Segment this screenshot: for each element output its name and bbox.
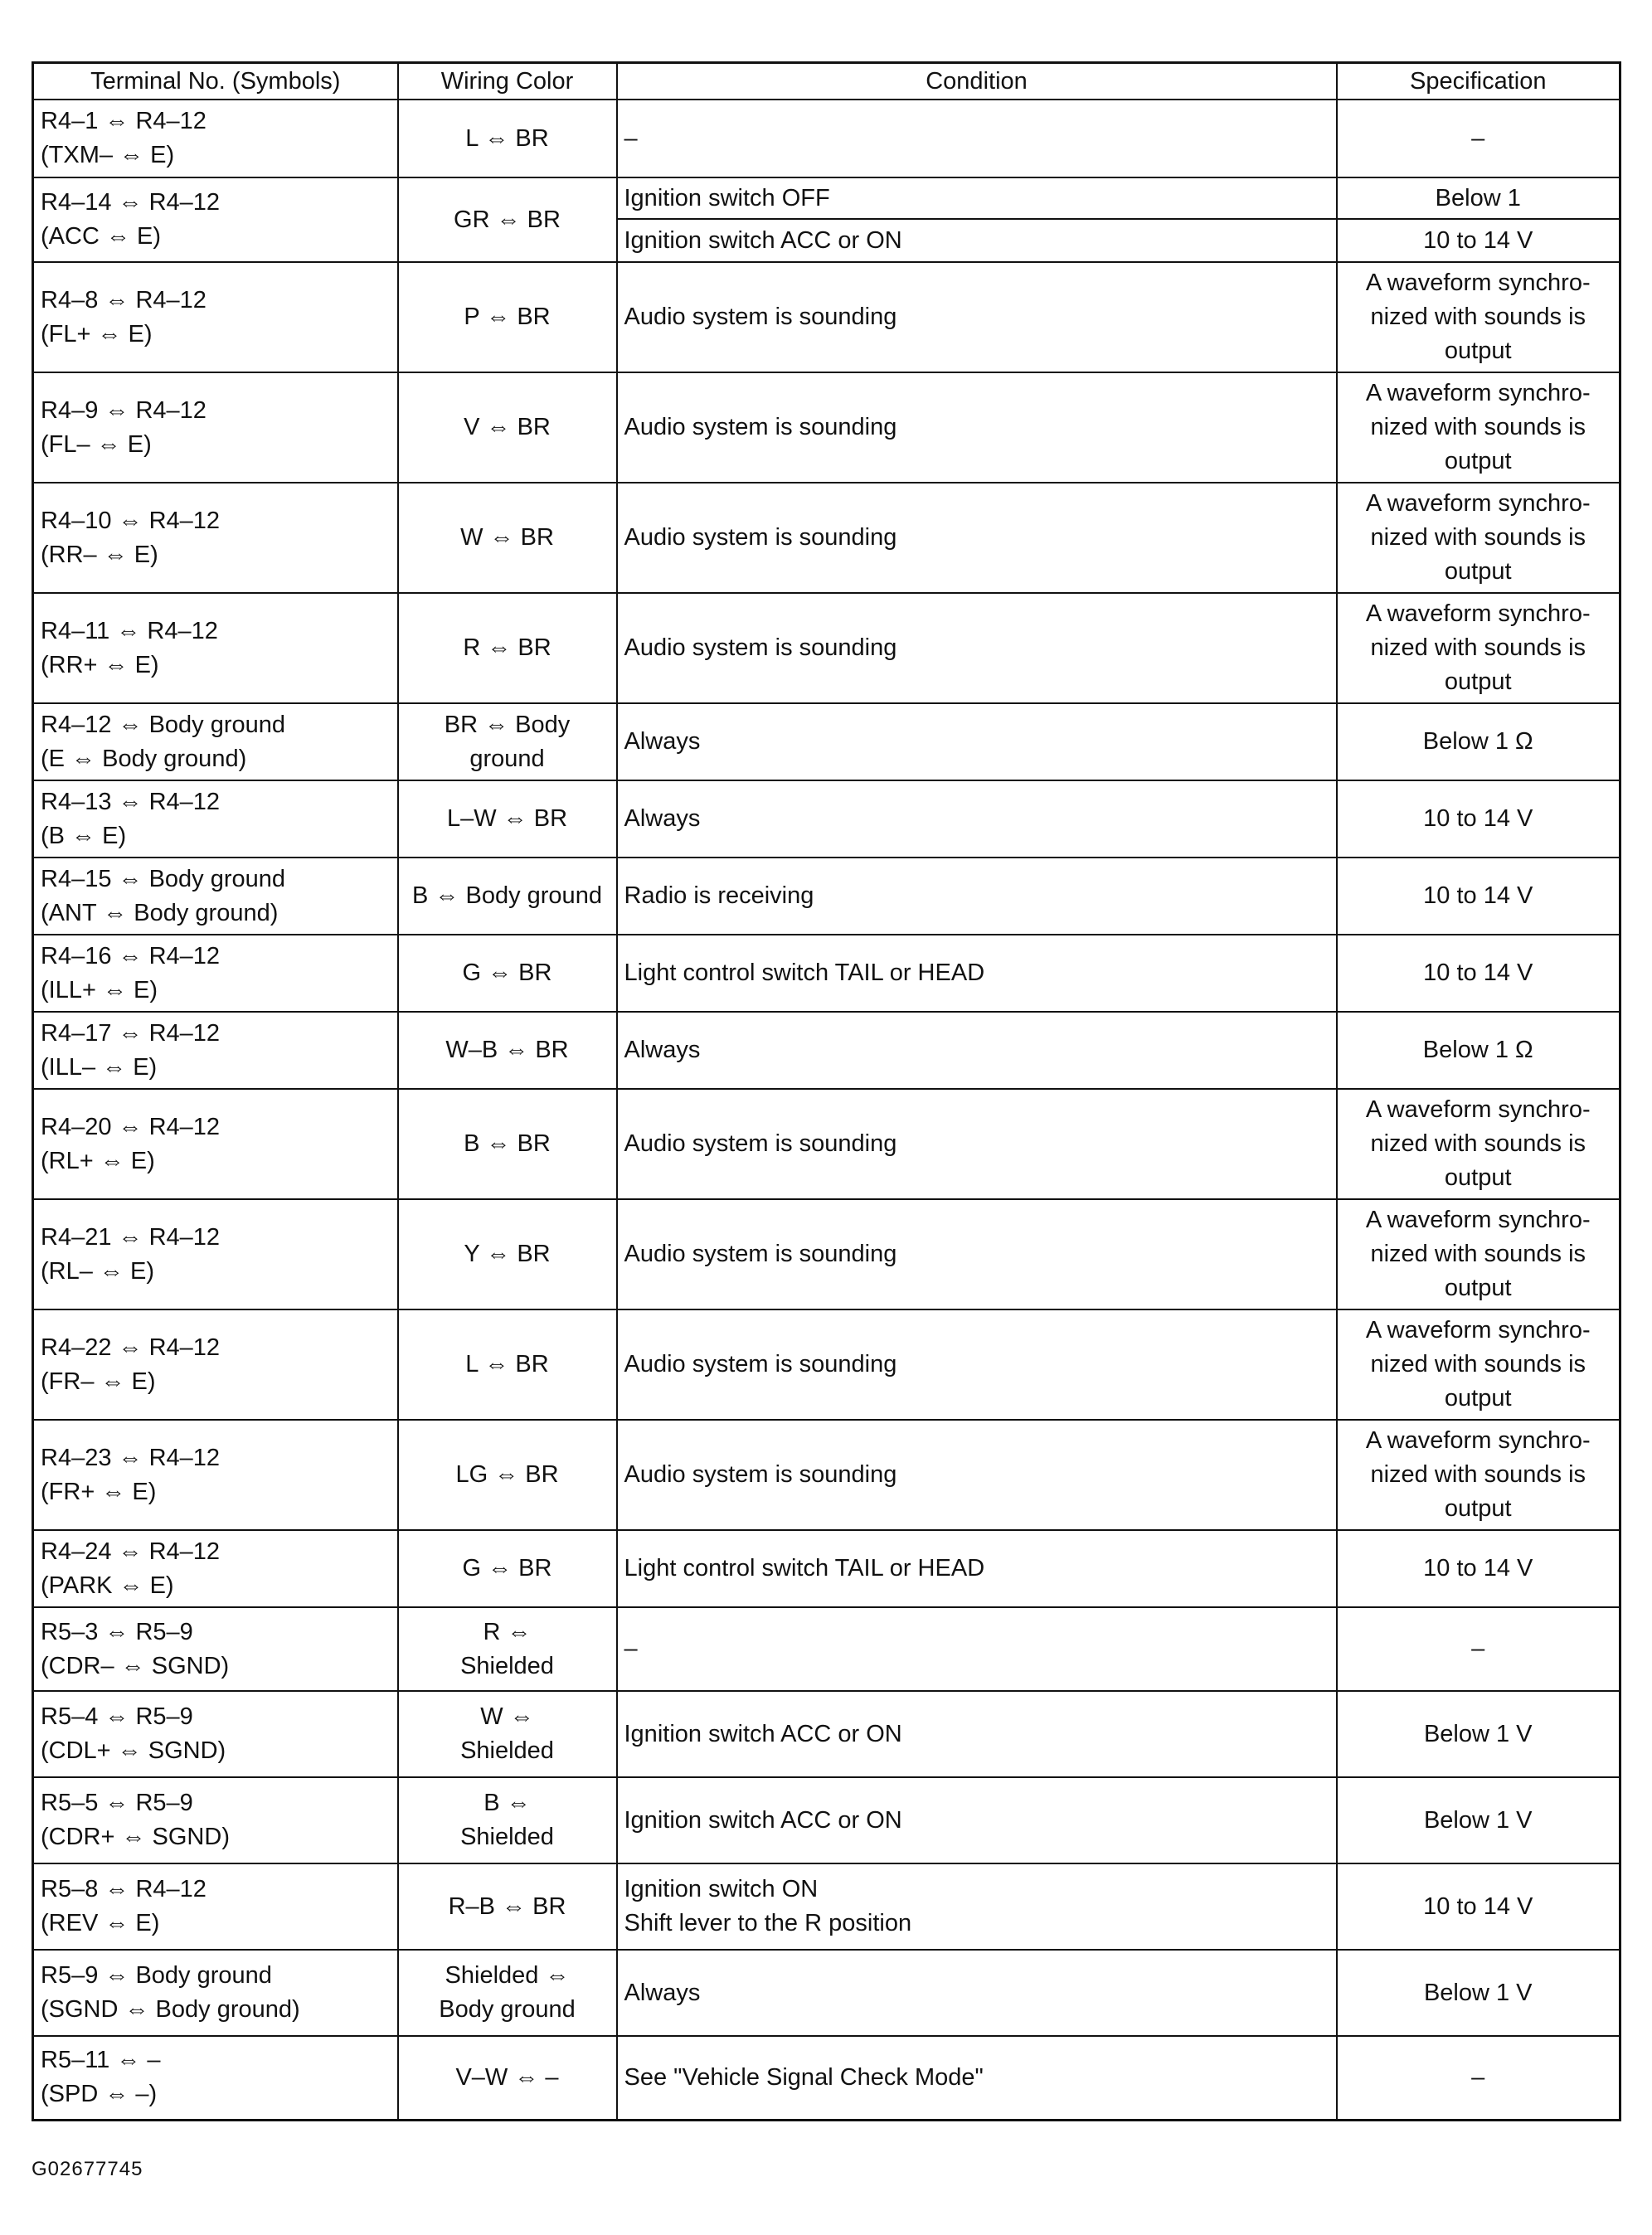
terminal-cell [33, 177, 398, 262]
condition-cell [617, 262, 1337, 372]
wiring-color-text: R–B ⇔ BR [448, 1892, 566, 1920]
wiring-color-text: GR ⇔ BR [454, 206, 561, 233]
specification-cell [1337, 780, 1620, 858]
wiring-color-cell [398, 1530, 617, 1607]
terminal-pair: R4–20 ⇔ R4–12 [41, 1113, 221, 1140]
table-row [33, 1863, 1620, 1950]
specification-cell [1337, 935, 1620, 1012]
condition-cell [617, 1309, 1337, 1420]
terminal-cell [33, 1089, 398, 1199]
condition-cell [617, 372, 1337, 483]
terminal-symbols: (CDR– ⇔ SGND) [41, 1652, 230, 1679]
wiring-color-cell [398, 935, 617, 1012]
table-row [33, 1530, 1620, 1607]
wiring-color-text: ground [469, 745, 545, 772]
wiring-color-text: R ⇔ BR [463, 634, 551, 661]
specification-cell [1337, 1089, 1620, 1199]
wiring-color-cell [398, 1309, 617, 1420]
specification-text: output [1444, 1495, 1512, 1522]
condition-text: Ignition switch ACC or ON [624, 1806, 902, 1834]
table-header-row [33, 63, 1620, 100]
specification-text: Below 1 V [1423, 1806, 1533, 1834]
table-row [33, 1012, 1620, 1089]
specification-cell [1337, 100, 1620, 177]
table-row [33, 1309, 1620, 1420]
specification-text: output [1444, 1385, 1512, 1411]
specification-text: 10 to 14 V [1423, 226, 1533, 254]
specification-text: A waveform synchro- [1365, 270, 1591, 296]
table-row [33, 1199, 1620, 1309]
terminal-pair: R4–1 ⇔ R4–12 [41, 108, 206, 134]
wiring-color-text: R ⇔ [483, 1618, 532, 1645]
specification-text: A waveform synchro- [1365, 600, 1591, 627]
header-wiring-color: Wiring Color [398, 63, 617, 100]
terminal-cell [33, 858, 398, 935]
wiring-color-text: V–W ⇔ – [455, 2063, 559, 2091]
terminal-cell [33, 1420, 398, 1530]
specification-text: nized with sounds is [1370, 1241, 1586, 1267]
wiring-color-cell [398, 1691, 617, 1777]
terminal-symbols: (FR+ ⇔ E) [41, 1478, 157, 1505]
terminal-pair: R4–21 ⇔ R4–12 [41, 1223, 221, 1251]
terminal-symbols: (ILL+ ⇔ E) [41, 976, 158, 1003]
table-row [33, 1420, 1620, 1530]
table-row [33, 1607, 1620, 1691]
header-condition: Condition [617, 63, 1337, 100]
terminal-pair: R4–15 ⇔ Body ground [41, 865, 286, 892]
table-row [33, 1950, 1620, 2036]
wiring-color-text: B ⇔ [483, 1790, 531, 1816]
table-row [33, 935, 1620, 1012]
specification-text: nized with sounds is [1370, 634, 1586, 661]
condition-text: Ignition switch ACC or ON [624, 1720, 902, 1747]
terminal-cell [33, 483, 398, 593]
condition-cell [617, 1530, 1337, 1607]
terminal-pair: R4–11 ⇔ R4–12 [41, 617, 218, 644]
specification-text: output [1444, 338, 1512, 364]
table-row [33, 262, 1620, 372]
wiring-color-cell [398, 1863, 617, 1950]
terminal-pair: R5–5 ⇔ R5–9 [41, 1790, 193, 1816]
wiring-color-text: W ⇔ [480, 1703, 534, 1730]
condition-text: – [624, 124, 638, 152]
specification-cell [1337, 593, 1620, 703]
wiring-color-cell [398, 1777, 617, 1863]
header-terminal: Terminal No. (Symbols) [33, 63, 398, 100]
condition-text: Ignition switch ON [624, 1876, 819, 1902]
specification-text: – [1471, 1635, 1485, 1662]
specification-text: 10 to 14 V [1423, 882, 1533, 909]
condition-cell [617, 593, 1337, 703]
wiring-color-cell [398, 780, 617, 858]
terminal-cell [33, 935, 398, 1012]
wiring-color-cell [398, 858, 617, 935]
terminal-cell [33, 1309, 398, 1420]
wiring-color-cell [398, 483, 617, 593]
terminal-symbols: (E ⇔ Body ground) [41, 745, 247, 772]
wiring-color-text: Body ground [439, 1996, 576, 2023]
wiring-color-cell [398, 262, 617, 372]
condition-text: Always [624, 805, 701, 832]
terminal-pair: R4–10 ⇔ R4–12 [41, 507, 221, 534]
terminal-symbols: (ILL– ⇔ E) [41, 1053, 158, 1081]
specification-cell [1337, 262, 1620, 372]
condition-cell [617, 100, 1337, 177]
terminal-symbols: (RL+ ⇔ E) [41, 1147, 155, 1174]
terminal-pair: R4–23 ⇔ R4–12 [41, 1444, 221, 1471]
table-row [33, 1777, 1620, 1863]
wiring-color-text: Shielded ⇔ [445, 1962, 570, 1989]
terminal-cell [33, 703, 398, 780]
wiring-color-text: B ⇔ Body ground [412, 882, 602, 909]
wiring-color-text: BR ⇔ Body [444, 711, 571, 738]
specification-cell [1337, 1530, 1620, 1607]
specification-text: nized with sounds is [1370, 524, 1586, 551]
terminal-symbols: (FL– ⇔ E) [41, 430, 152, 458]
terminal-cell [33, 262, 398, 372]
terminal-pair: R4–22 ⇔ R4–12 [41, 1334, 221, 1361]
specification-cell [1337, 1691, 1620, 1777]
wiring-color-cell [398, 372, 617, 483]
wiring-color-cell [398, 1420, 617, 1530]
condition-text: Audio system is sounding [624, 304, 897, 330]
specification-cell [1337, 1950, 1620, 2036]
terminal-spec-table [32, 61, 1621, 2121]
specification-cell [1337, 1012, 1620, 1089]
wiring-color-cell [398, 593, 617, 703]
condition-text: See "Vehicle Signal Check Mode" [624, 2063, 984, 2091]
specification-text: A waveform synchro- [1365, 1207, 1591, 1233]
wiring-color-text: Y ⇔ BR [464, 1241, 551, 1267]
specification-cell [1337, 1199, 1620, 1309]
condition-cell [617, 1777, 1337, 1863]
terminal-cell [33, 1777, 398, 1863]
wiring-color-cell [398, 1089, 617, 1199]
specification-text: output [1444, 558, 1512, 585]
condition-cell [617, 935, 1337, 1012]
specification-text: nized with sounds is [1370, 1351, 1586, 1377]
specification-text: A waveform synchro- [1365, 380, 1591, 406]
specification-text: Below 1 Ω [1422, 1037, 1533, 1063]
table-row [33, 1691, 1620, 1777]
wiring-color-cell [398, 2036, 617, 2120]
wiring-color-text: LG ⇔ BR [455, 1461, 559, 1488]
wiring-color-text: G ⇔ BR [462, 960, 552, 986]
condition-cell [617, 1420, 1337, 1530]
condition-cell [617, 1691, 1337, 1777]
terminal-cell [33, 372, 398, 483]
condition-text: Ignition switch OFF [624, 184, 830, 211]
condition-cell [617, 1199, 1337, 1309]
wiring-color-cell [398, 1199, 617, 1309]
specification-text: 10 to 14 V [1423, 960, 1533, 986]
terminal-pair: R4–9 ⇔ R4–12 [41, 396, 206, 424]
terminal-pair: R4–24 ⇔ R4–12 [41, 1538, 221, 1565]
wiring-color-text: W ⇔ BR [460, 524, 554, 551]
specification-cell [1337, 1777, 1620, 1863]
condition-text: Light control switch TAIL or HEAD [624, 960, 985, 986]
wiring-color-cell [398, 1012, 617, 1089]
condition-text: Audio system is sounding [624, 1351, 897, 1377]
specification-cell [1337, 1420, 1620, 1530]
specification-cell [1337, 858, 1620, 935]
condition-cell [617, 1012, 1337, 1089]
terminal-spec-sheet [32, 61, 1619, 2121]
terminal-pair: R5–3 ⇔ R5–9 [41, 1618, 193, 1645]
terminal-cell [33, 593, 398, 703]
wiring-color-text: L ⇔ BR [465, 1351, 549, 1377]
table-row [33, 483, 1620, 593]
terminal-cell [33, 1950, 398, 2036]
terminal-pair: R4–16 ⇔ R4–12 [41, 942, 221, 969]
specification-cell [1337, 1863, 1620, 1950]
terminal-symbols: (RR+ ⇔ E) [41, 651, 159, 678]
terminal-symbols: (REV ⇔ E) [41, 1910, 160, 1936]
specification-cell [1337, 372, 1620, 483]
terminal-symbols: (FL+ ⇔ E) [41, 320, 153, 347]
terminal-symbols: (RL– ⇔ E) [41, 1257, 154, 1285]
specification-text: Below 1 Ω [1422, 728, 1533, 755]
condition-cell [617, 2036, 1337, 2120]
specification-text: nized with sounds is [1370, 414, 1586, 440]
terminal-symbols: (RR– ⇔ E) [41, 541, 158, 568]
condition-cell [617, 858, 1337, 935]
terminal-pair: R4–8 ⇔ R4–12 [41, 286, 206, 313]
table-row [33, 780, 1620, 858]
specification-text: – [1471, 124, 1485, 152]
table-row [33, 858, 1620, 935]
specification-text: nized with sounds is [1370, 1461, 1586, 1488]
terminal-cell [33, 1530, 398, 1607]
specification-text: A waveform synchro- [1365, 1096, 1591, 1123]
specification-text: 10 to 14 V [1423, 1892, 1533, 1920]
condition-text: Always [624, 1979, 701, 2006]
specification-text: A waveform synchro- [1365, 490, 1591, 517]
terminal-symbols: (ANT ⇔ Body ground) [41, 899, 279, 926]
condition-text: Audio system is sounding [624, 1241, 897, 1267]
condition-text: Light control switch TAIL or HEAD [624, 1555, 985, 1582]
terminal-pair: R5–4 ⇔ R5–9 [41, 1703, 193, 1730]
condition-text: Audio system is sounding [624, 1130, 897, 1157]
wiring-color-text: Shielded [460, 1824, 554, 1850]
table-row [33, 2036, 1620, 2120]
wiring-color-text: Shielded [460, 1652, 554, 1679]
terminal-symbols: (PARK ⇔ E) [41, 1572, 174, 1599]
specification-cell [1337, 1309, 1620, 1420]
terminal-pair: R4–17 ⇔ R4–12 [41, 1019, 221, 1047]
condition-cell [617, 1863, 1337, 1950]
condition-text: Radio is receiving [624, 882, 814, 909]
terminal-pair: R5–11 ⇔ – [41, 2047, 161, 2074]
specification-cell [1337, 177, 1620, 219]
wiring-color-text: P ⇔ BR [464, 304, 551, 330]
specification-text: A waveform synchro- [1365, 1317, 1591, 1343]
condition-cell [617, 780, 1337, 858]
condition-cell [617, 1089, 1337, 1199]
condition-text: Audio system is sounding [624, 524, 897, 551]
wiring-color-text: Shielded [460, 1737, 554, 1764]
terminal-cell [33, 780, 398, 858]
terminal-symbols: (FR– ⇔ E) [41, 1368, 156, 1395]
terminal-symbols: (B ⇔ E) [41, 822, 127, 849]
terminal-cell [33, 1199, 398, 1309]
condition-cell [617, 1950, 1337, 2036]
condition-text: Always [624, 728, 701, 755]
header-specification: Specification [1337, 63, 1620, 100]
figure-code: G02677745 [32, 2158, 143, 2180]
specification-text: Below 1 V [1423, 1720, 1533, 1747]
terminal-pair: R4–12 ⇔ Body ground [41, 711, 286, 738]
specification-text: 10 to 14 V [1423, 805, 1533, 832]
wiring-color-cell [398, 703, 617, 780]
terminal-cell [33, 100, 398, 177]
table-row [33, 100, 1620, 177]
terminal-cell [33, 1863, 398, 1950]
specification-cell [1337, 2036, 1620, 2120]
condition-cell [617, 177, 1337, 219]
terminal-cell [33, 1607, 398, 1691]
table-row [33, 1089, 1620, 1199]
condition-text: Always [624, 1037, 701, 1063]
wiring-color-cell [398, 1950, 617, 2036]
condition-text: Shift lever to the R position [624, 1910, 912, 1936]
specification-text: A waveform synchro- [1365, 1427, 1591, 1454]
terminal-pair: R5–9 ⇔ Body ground [41, 1962, 272, 1989]
wiring-color-text: W–B ⇔ BR [445, 1037, 569, 1063]
specification-cell [1337, 219, 1620, 262]
specification-cell [1337, 1607, 1620, 1691]
terminal-pair: R4–13 ⇔ R4–12 [41, 788, 221, 815]
condition-cell [617, 1607, 1337, 1691]
specification-text: – [1471, 2063, 1485, 2091]
terminal-symbols: (ACC ⇔ E) [41, 223, 161, 250]
condition-cell [617, 703, 1337, 780]
terminal-cell [33, 2036, 398, 2120]
wiring-color-cell [398, 177, 617, 262]
terminal-symbols: (SGND ⇔ Body ground) [41, 1996, 300, 2023]
terminal-symbols: (CDL+ ⇔ SGND) [41, 1737, 226, 1764]
specification-cell [1337, 483, 1620, 593]
condition-cell [617, 219, 1337, 262]
terminal-cell [33, 1012, 398, 1089]
wiring-color-text: L–W ⇔ BR [446, 805, 568, 832]
terminal-pair: R5–8 ⇔ R4–12 [41, 1876, 206, 1902]
terminal-symbols: (CDR+ ⇔ SGND) [41, 1824, 230, 1850]
specification-text: output [1444, 668, 1512, 695]
specification-text: output [1444, 1275, 1512, 1301]
table-row [33, 593, 1620, 703]
wiring-color-text: V ⇔ BR [464, 414, 551, 440]
specification-text: 10 to 14 V [1423, 1555, 1533, 1582]
specification-text: nized with sounds is [1370, 1130, 1586, 1157]
wiring-color-text: G ⇔ BR [462, 1555, 552, 1582]
terminal-symbols: (SPD ⇔ –) [41, 2081, 158, 2108]
specification-text: nized with sounds is [1370, 304, 1586, 330]
wiring-color-cell [398, 100, 617, 177]
condition-text: Audio system is sounding [624, 1461, 897, 1488]
condition-text: Ignition switch ACC or ON [624, 226, 902, 254]
table-body [33, 100, 1620, 2120]
specification-text: output [1444, 1164, 1512, 1191]
table-row [33, 177, 1620, 219]
wiring-color-text: L ⇔ BR [465, 124, 549, 152]
specification-text: Below 1 [1435, 184, 1521, 211]
terminal-symbols: (TXM– ⇔ E) [41, 142, 175, 168]
wiring-color-cell [398, 1607, 617, 1691]
specification-text: Below 1 V [1423, 1979, 1533, 2006]
wiring-color-text: B ⇔ BR [464, 1130, 551, 1157]
terminal-pair: R4–14 ⇔ R4–12 [41, 189, 221, 216]
condition-text: Audio system is sounding [624, 634, 897, 661]
terminal-cell [33, 1691, 398, 1777]
condition-cell [617, 483, 1337, 593]
condition-text: – [624, 1635, 638, 1662]
condition-text: Audio system is sounding [624, 414, 897, 440]
specification-text: output [1444, 448, 1512, 474]
table-row [33, 703, 1620, 780]
table-row [33, 372, 1620, 483]
specification-cell [1337, 703, 1620, 780]
